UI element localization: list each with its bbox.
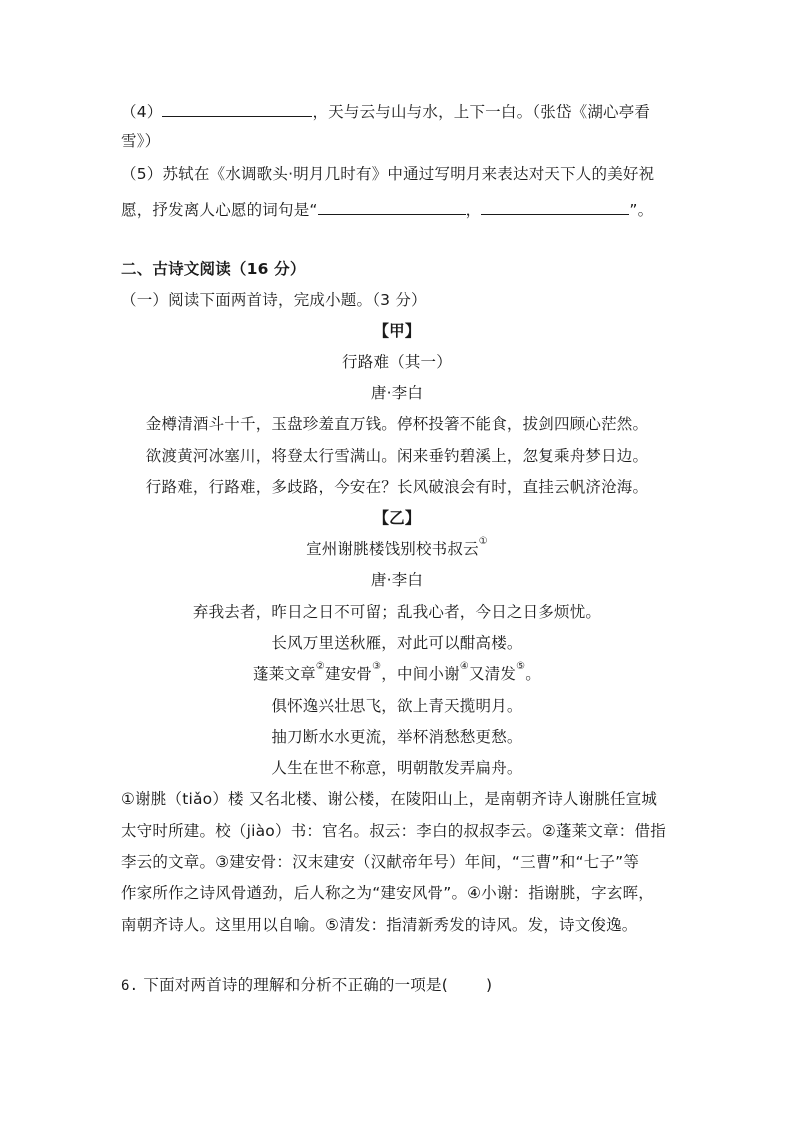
poem-b-line-3-e: 。 — [525, 665, 541, 683]
question-5-end: ”。 — [629, 201, 654, 219]
footnote-ref-5: ⑤ — [516, 661, 526, 672]
poem-b-title-line — [0, 538, 794, 560]
poem-b-line-4: 俱怀逸兴壮思飞，欲上青天揽明月。 — [271, 697, 523, 715]
poem-b-line-3-d: 又清发 — [468, 665, 517, 683]
poem-a-title: 行路难（其一） — [342, 353, 452, 371]
question-6-close: ) — [485, 976, 493, 994]
poem-a-line-1: 金樽清酒斗十千，玉盘珍羞直万钱。停杯投箸不能食，拔剑四顾心茫然。 — [145, 415, 649, 433]
poem-b-line-5: 抽刀断水水更流，举杯消愁愁更愁。 — [271, 728, 523, 746]
question-4-number: （4） — [121, 103, 163, 121]
poem-b-line-3-c: ，中间小谢 — [381, 665, 460, 683]
question-4-text-cont: 雪》） — [121, 132, 161, 150]
question-6-line — [121, 974, 492, 997]
poem-b-line-3-a: 蓬莱文章 — [253, 665, 316, 683]
footnote-ref-1: ① — [478, 536, 488, 547]
question-5-text: 苏轼在《水调歌头·明月几时有》中通过写明月来表达对天下人的美好祝 — [162, 165, 655, 183]
poem-b-line-3 — [0, 663, 794, 685]
poem-b-author: 唐·李白 — [370, 571, 424, 589]
question-4-text: ，天与云与山与水，上下一白。（张岱《湖心亭看 — [312, 103, 651, 121]
poem-a-label: 【甲】 — [373, 322, 421, 340]
note-line-4: 作家所作之诗风骨遒劲，后人称之为“建安风骨”。④小谢：指谢朓，字玄晖， — [121, 884, 654, 902]
section-2-part-1: （一）阅读下面两首诗，完成小题。（3 分） — [121, 291, 427, 309]
note-line-5: 南朝齐诗人。这里用以自喻。⑤清发：指清新秀发的诗风。发，诗文俊逸。 — [121, 916, 638, 934]
poem-a-line-2: 欲渡黄河冰塞川，将登太行雪满山。闲来垂钓碧溪上，忽复乘舟梦日边。 — [145, 447, 649, 465]
footnote-ref-2: ② — [315, 661, 326, 672]
poem-b-line-2: 长风万里送秋雁，对此可以酣高楼。 — [271, 634, 523, 652]
poem-b-line-3-b: 建安骨 — [325, 665, 373, 683]
answer-blank-5a[interactable] — [318, 197, 466, 215]
question-6-text: 下面对两首诗的理解和分析不正确的一项是( — [143, 976, 448, 994]
question-5-text-cont: 愿，抒发离人心愿的词句是“ — [121, 201, 318, 219]
question-5-comma: ， — [465, 201, 482, 219]
question-4-line — [121, 99, 650, 123]
question-6-number: 6. — [121, 978, 139, 994]
question-5-line — [121, 163, 654, 185]
note-line-2: 太守时所建。校（jiào）书：官名。叔云：李白的叔叔李云。②蓬莱文章：借指 — [121, 822, 666, 840]
poem-b-title: 宣州谢朓楼饯别校书叔云 — [306, 540, 479, 558]
footnote-ref-3: ③ — [372, 661, 382, 672]
question-4-line-cont — [121, 130, 160, 152]
question-5-number: （5） — [121, 165, 163, 183]
answer-blank-4[interactable] — [162, 99, 312, 117]
poem-b-line-1: 弃我去者，昨日之日不可留；乱我心者，今日之日多烦忧。 — [192, 603, 602, 621]
note-line-3: 李云的文章。③建安骨：汉末建安（汉献帝年号）年间，“三曹”和“七子”等 — [121, 853, 640, 871]
poem-b-line-6: 人生在世不称意，明朝散发弄扁舟。 — [271, 759, 523, 777]
poem-b-label: 【乙】 — [373, 509, 421, 527]
section-2-title: 二、古诗文阅读（16 分） — [121, 260, 306, 278]
question-5-line-cont — [121, 197, 653, 221]
note-line-1: ①谢朓（tiǎo）楼 又名北楼、谢公楼，在陵阳山上，是南朝齐诗人谢朓任宣城 — [121, 790, 658, 808]
footnote-ref-4: ④ — [459, 661, 469, 672]
answer-blank-5b[interactable] — [481, 197, 629, 215]
poem-a-line-3: 行路难，行路难，多歧路，今安在？长风破浪会有时，直挂云帆济沧海。 — [145, 478, 649, 496]
poem-a-author: 唐·李白 — [370, 384, 424, 402]
